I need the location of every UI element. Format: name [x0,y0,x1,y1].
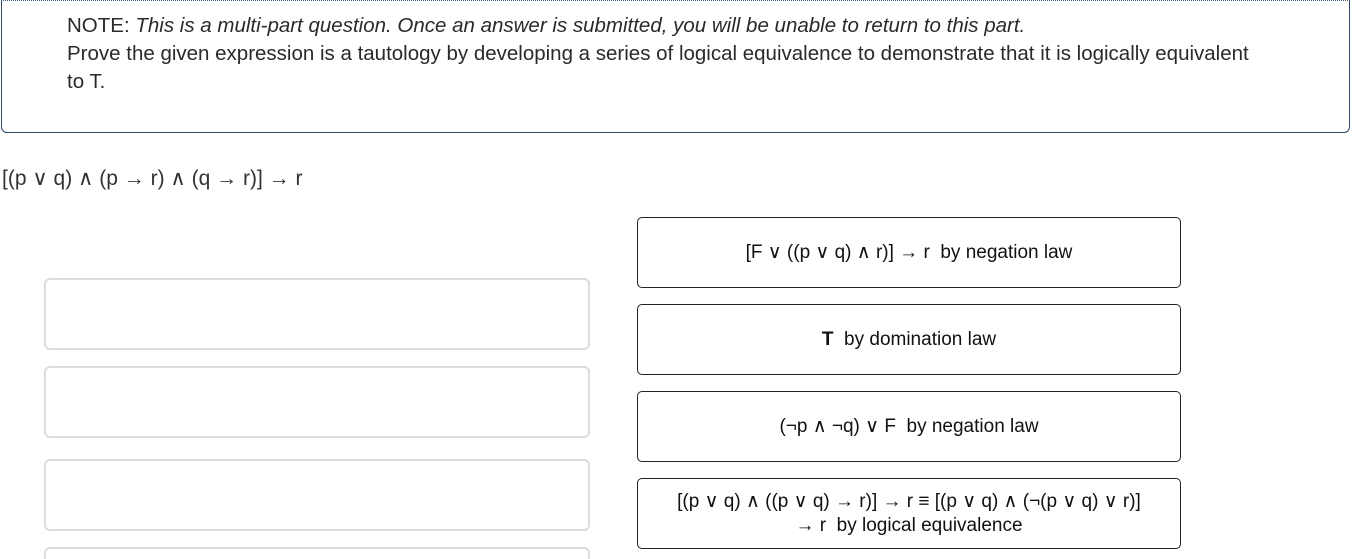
answer-slot-2[interactable] [44,366,590,438]
expression-text: [(p ∨ q) ∧ (p → r) ∧ (q → r)] → r [2,167,303,190]
option-card-1[interactable] [637,217,1181,288]
answer-slot-4[interactable] [44,547,590,559]
option-formula [746,241,1073,265]
answer-slot-3[interactable] [44,459,590,531]
option-card-3[interactable] [637,391,1181,462]
note-text [67,12,1267,96]
option-law: by negation law [940,241,1073,263]
note-label: NOTE: [67,14,136,37]
option-formula-text: [(p ∨ q) ∧ ((p ∨ q) → r)] → r ≡ [(p ∨ q) ∧ (¬(p ∨ q) ∨ r)] → r [677,490,1141,536]
answer-slot-1[interactable] [44,278,590,350]
option-formula-text: [F ∨ ((p ∨ q) ∧ r)] → r [745,241,930,263]
option-formula-text: (¬p ∧ ¬q) ∨ F [779,415,896,437]
option-formula-text: T [821,328,834,350]
given-expression [2,166,302,191]
option-law: by negation law [906,415,1039,437]
option-formula [822,328,996,352]
option-law: by domination law [844,328,997,350]
note-panel [1,0,1350,133]
note-instruction: Prove the given expression is a tautology by developing a series of logical equivalence to demonstrate that it is logically equivalent to T. [67,42,1249,93]
option-formula [779,415,1038,439]
option-card-2[interactable] [637,304,1181,375]
option-card-4[interactable] [637,478,1181,549]
note-warning: This is a multi-part question. Once an answer is submitted, you will be unable to return to this part. [135,14,1026,37]
option-law: by logical equivalence [836,514,1023,536]
option-formula [668,490,1150,538]
